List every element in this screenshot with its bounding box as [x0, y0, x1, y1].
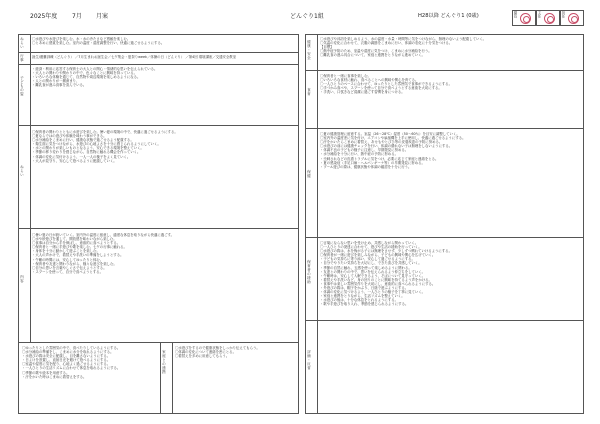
section-label-family: 家庭との連携 [162, 350, 167, 374]
content-text: 〇暑い夏の日が続いていく。室内外の温度に留意し、適度な休息を取りながら快適に過ごす。 〇水や砂遊びを通して、開放感を味わいながら楽しむ。 〇食事は自分から手を伸ばし、意欲的に食べようとする。 〇保育者と一緒に手遊びや歌を楽しむ。七夕の行事に触れる。 ・身体を十分に動かして遊ぶことを楽しむ。 ・大人の声かけで、着替えや手洗いの準備をしようとする。 ・午睡の時間には、安心してゆったりと休む。 ・保育者や友達と関わりながら、様々な遊びを楽しむ。 〇自分の思いを言葉やしぐさで伝えようとする。 ・スプーンを使って、自分で食べようとする。 [32, 233, 175, 274]
section-label-aims-detail: ねらい [20, 165, 25, 177]
right-label-divider [317, 34, 318, 414]
right-divider-4 [305, 320, 584, 321]
class-info: H28以降 どんぐり1 (0歳) [418, 13, 479, 19]
left-divider-5 [18, 342, 299, 343]
section-label-events: 行事 [20, 54, 25, 62]
seal-stamp-icon [520, 13, 531, 24]
left-divider-4 [18, 228, 299, 229]
right-divider-2 [305, 128, 584, 129]
food-text: 〇保育者と一緒に食事を楽しむ。 〇いろいろな食材に触れ、食べることへの興味や関心を育てる。 〇一人ひとりのペースに合わせて、ゆったりとした雰囲気で食事ができるようにする。 〇手づかみ食べや、スプーンを使って自分で食べようとする意欲を大切にする。 ・手洗い、口拭きなど清潔に過ごす習慣を身につける。 [320, 74, 452, 95]
stamp-label-chief: 主任 [537, 11, 541, 18]
right-divider-1 [305, 70, 584, 71]
plan-type: 月案 [96, 13, 109, 20]
aims-detail-text: 〇保育者の関わりとともに水遊びを楽しむ。暑い夏の環境の中で、快適に過ごせるようにする。 〇夏ならではの遊びや体験を味わう事ができる。 〇水分補給をこまめに行い、健康な状態で過ごせるよう配慮する。 ・衛生面に気をつけながら、水遊びの心地よさを十分に感じられるようにしていく。 ・水との関わりが楽しいものとなるよう、安心できる環境を整えていく。 ・季節の移り変わりを感じながら、自然物に触れる機会を作っていく。 ・体調の変化に気付けるよう、一人一人の様子をよく見ていく。 ・大人が見守り、安心して遊べるように配慮していく。 [32, 130, 178, 163]
events-text: 誕生/避難訓練（どんぐり） ／7月生まれお誕生会／七夕集会・夏祭りweek／体操の日（どんぐり） ／第4回 環境講座／交通安全教室 [32, 55, 237, 59]
left-bottom-divider-a [160, 342, 161, 414]
family-link-text: 〇水遊びをするので健康状態をしっかり伝えてもらう。 〇体調の変化について連絡を密にとる。 〇着替えを多めに用意してもらう。 [175, 346, 260, 359]
seal-stamp-icon [568, 13, 579, 24]
left-divider-2 [18, 64, 299, 65]
section-label-evaluation: 評価・反省 [307, 350, 312, 370]
section-label-content: 内容 [20, 275, 25, 283]
environment-text: 〇ゆったりとした雰囲気の中で、食べたりしているようにする。 〇水分補給の準備をし、こまめに水分を取れるようにする。 ・水遊びの際は安全に配慮し、目を離さないようにする。 ・日よけを設置し、直射日光を避けて遊べるようにする。 〇室温や湿度に気を配り、心地よく過ごせるようにする。 ・一人ひとりの生活リズムに合わせて休息を取れるようにする。 〇季節の歌や絵本を用意する。 ・汗をかいた時はこまめに着替えをする。 [22, 346, 121, 379]
evaluation-area[interactable] [320, 324, 581, 410]
section-label-hygiene: 保健 [307, 170, 312, 178]
section-label-food: 食育 [307, 88, 312, 96]
left-label-divider [30, 34, 31, 342]
stamp-label-teacher: 担任 [561, 11, 565, 18]
child-state-text: ・経済・利用に応答する保育士の大人との関心・情緒的な思いを伝えられている。 ・大人との関わりや関わりの中で、色々なことに興味を持っている。 ・いろいろな体験を通じて、自然物や周辺環境を楽しめるようになる。 ・人との関わりが一層深まり、 ・離乳食が進み食事を喜んでいる。 [32, 67, 158, 88]
section-label-support: 保育者の援助 [307, 260, 312, 284]
support-text: 〇言葉にならない思いを受け止め、共感しながら関わっていく。 〇一人ひとりの発達に合わせて、遊びや生活の援助を行っていく。 〇水遊びの際は、水を怖がる子には無理をさせず、少しずつ慣れていけるようにする。 〇保育者が一緒に遊びを楽しみながら、子どもの興味や関心を広げていく。 ・子どもの気持ちに寄り添い、安心して過ごせるようにする。 ・自分でやりたい気持ちを大切にし、できた喜びを共感していく。 ・季節の自然に触れ、五感を使って楽しめるように関わる。 ・友達との関わりの中で、思いを伝えられるよう仲立ちをしていく。 ・午睡時は、安心して入眠できるよう、そばについて見守っていく。 ・着替えや手洗いなど、身の回りのことに興味を持てるよう声をかける。 ・食事中は楽しい雰囲気作りを大切にし、意欲的に食べられるようにする。 ・外遊びの際は、帽子をかぶり、日陰で遊ぶようにする。 ・体調の変化に気づけるよう、一人ひとりの様子を丁寧に見ていく。 ・家庭と連携をとりながら、生活リズムを整えていく。 ・水遊びの後は、十分な休息をとれるようにする。 ・歌や手遊びを取り入れ、季節を感じられるようにする。 [320, 241, 452, 307]
left-bottom-divider-b [172, 342, 173, 414]
health-safety-text: 〇水遊びや沐浴を楽しめるよう、水の温度・水量・時間等に気をつけながら、無理のないよう配慮していく。 〇気温の変化に合わせて、衣服の調節をこまめに行い、体調の変化に十分気をつける。 【目標】 〇熱中症予防のため、室温や湿度に気をつけ、こまめに水分補給を行う。 〇離乳食の進み具合について、家庭と連携をとりながら進めていく。 [320, 37, 487, 58]
stamp-label-principal: 園長 [513, 11, 517, 18]
seal-stamp-icon [544, 13, 555, 24]
aim-text: 〇水遊びや水遊びを楽しむ。水・水の冷たさなど感触を楽しむ。 〇とあめに感覚を楽しむ。室内の温度・湿度調整を行い、快適に過ごせるようにする。 [32, 37, 165, 46]
class-name: どんぐり1組 [290, 13, 324, 20]
section-label-aim: ねらい [20, 37, 25, 49]
section-label-child-state: 子どもの姿 [20, 76, 25, 96]
hygiene-text: 〇夏の健康管理に留意する。室温（26～28℃）湿度（50～60％）を目安に調整していく。 〇室内外の温度差に気を付け、エアコンや扇風機を上手に使用し、快適に過ごせるようにする。 〇汗をかいたらこまめに着替え、あせもやとびひ等の皮膚疾患の予防に努める。 〇水遊びの前には健康チェックを行い、体調の優れない子は無理をしないようにする。 ・体調不良の子どもの様子に注意し、早期発見に努める。 ・水分補給を十分に行い、熱中症の予防に努める。 ・虫刺されなどの皮膚トラブルに気をつけ、必要に応じて家庭と連絡をとる。 ・夏の感染症（手足口病・ヘルパンギーナ等）の早期発見に努める。 ・プール遊びの際は、健康状態や体調の確認を十分に行う。 [320, 132, 466, 169]
left-divider-3 [18, 125, 299, 126]
plan-year: 2025年度 [30, 13, 58, 20]
section-label-health-safety: 健康・安全 [307, 40, 312, 60]
plan-month: 7月 [72, 13, 82, 20]
right-divider-3 [305, 237, 584, 238]
left-divider-1 [18, 52, 299, 53]
